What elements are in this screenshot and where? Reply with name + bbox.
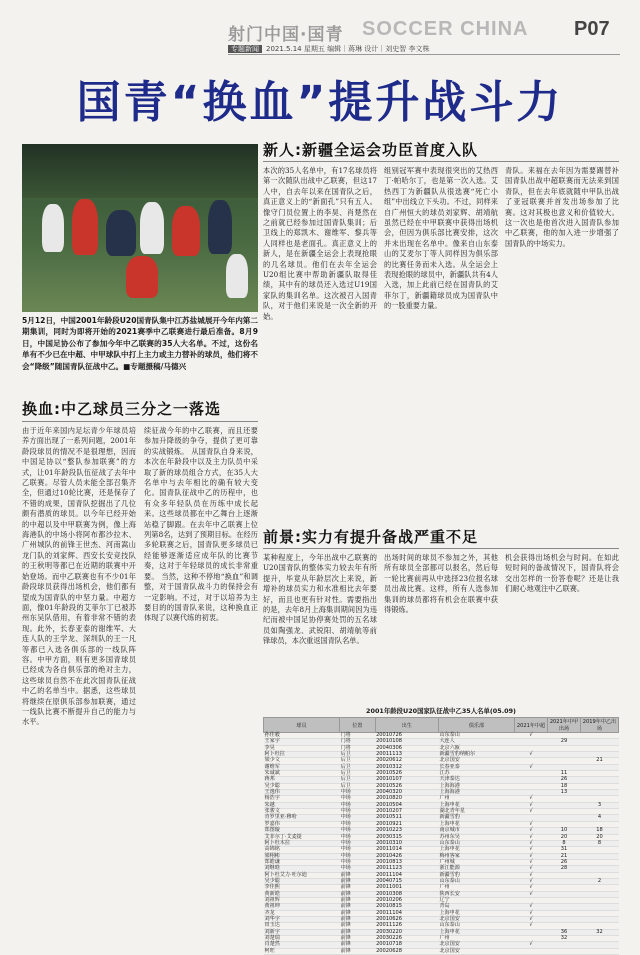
table-cell: 朱越: [264, 802, 340, 808]
table-cell: 20011104: [375, 872, 438, 878]
table-cell: 20010815: [375, 904, 438, 910]
table-cell: 20010308: [375, 891, 438, 897]
table-cell: 门将: [340, 745, 376, 751]
table-cell: 罗嘉伟: [264, 821, 340, 827]
table-cell: 20011113: [375, 752, 438, 758]
table-cell: 20011001: [375, 885, 438, 891]
table-cell: [547, 948, 580, 954]
table-cell: 中场: [340, 790, 376, 796]
table-cell: 20010312: [375, 764, 438, 770]
table-cell: 门将: [340, 739, 376, 745]
table-cell: 3: [580, 802, 618, 808]
table-cell: 31: [547, 847, 580, 853]
mid-right-column-3: 机会获得出场机会与时间。在如此短时间的备战情况下，国青队将会交出怎样的一份答卷呢？还是让我们耐心地观注中乙联赛。: [505, 553, 619, 594]
table-cell: 18: [547, 783, 580, 789]
page-number: P07: [574, 18, 610, 40]
table-cell: √: [515, 796, 548, 802]
table-cell: 长春亚泰: [438, 764, 514, 770]
table-cell: 后卫: [340, 758, 376, 764]
table-cell: 20010526: [375, 771, 438, 777]
table-cell: 北京国安: [438, 948, 514, 954]
table-cell: 20010426: [375, 853, 438, 859]
table-cell: 29: [547, 739, 580, 745]
table-cell: 21: [580, 758, 618, 764]
table-cell: √: [515, 802, 548, 808]
section-title-mid-right: 前景:实力有提升备战严重不足: [263, 528, 478, 546]
table-cell: √: [515, 904, 548, 910]
table-cell: 朱诚斌: [264, 771, 340, 777]
section-tag: 专题新闻: [228, 45, 262, 53]
brand-en: SOCCER CHINA: [362, 18, 529, 40]
table-cell: 20010511: [375, 815, 438, 821]
table-cell: 大连人: [438, 739, 514, 745]
table-cell: 前锋: [340, 923, 376, 929]
table-cell: 20020612: [375, 758, 438, 764]
table-cell: 孙佳毅: [264, 733, 340, 739]
table-cell: 20010207: [375, 809, 438, 815]
player-figure: [172, 206, 200, 256]
table-cell: 辽宁: [438, 897, 514, 903]
table-cell: 北京国安: [438, 916, 514, 922]
table-cell: 前锋: [340, 897, 376, 903]
table-cell: [515, 948, 548, 954]
table-cell: 刘祖辉: [264, 897, 340, 903]
table-cell: 20010223: [375, 828, 438, 834]
table-cell: √: [515, 872, 548, 878]
table-cell: 20030220: [375, 929, 438, 935]
table-cell: 36: [547, 929, 580, 935]
table-cell: 江苏: [438, 771, 514, 777]
table-header-cell: 2021年中甲出场: [547, 718, 580, 733]
table-cell: 高锦铭: [264, 847, 340, 853]
top-right-column-1: 本次的35人名单中，有17名球员将第一次随队出战中乙联赛，但这17人中，自去年以来在国青队之后，真正意义上的“新面孔”只有五人。像守门员位置上的李昊、肖楚然在之前就已经参加过国青队集训；后卫线上的郑凯木、谢维军、黎兵等人同样也是老面孔。真正意义上的新人，是在新疆全运会上表现抢眼的几名球员。他们在去年全运会U20组比赛中帮助新疆队取得佳绩，其中有的球员还入选过U19国家队的集训名单。这次被召入国青队，对于他们来说是一次全新的开始。: [263, 166, 377, 321]
page-meta: [228, 44, 430, 54]
table-cell: 黄新皓: [264, 891, 340, 897]
table-cell: 2: [580, 878, 618, 884]
table-cell: 上海海港: [438, 783, 514, 789]
table-cell: 20011014: [375, 847, 438, 853]
table-cell: 20020628: [375, 948, 438, 954]
table-cell: √: [515, 847, 548, 853]
table-cell: 13: [547, 790, 580, 796]
table-cell: √: [515, 910, 548, 916]
table-cell: 刘楚瑞: [264, 936, 340, 942]
table-cell: 上海申花: [438, 802, 514, 808]
table-cell: 田玉达: [264, 923, 340, 929]
table-cell: 32: [580, 929, 618, 935]
table-cell: 天津泰达: [438, 777, 514, 783]
table-cell: 18: [580, 828, 618, 834]
left-column-1: 由于近年来国内足坛青少年球员培养方面出现了一系列问题，2001年龄段球员的情况不是很理想，因而中国足协以“整队参加联赛”的方式，让01年龄段队伍征战了去年中乙联赛。尽管人员未能全部召集齐全，但通过10轮比赛，还是保存了不错的成果，国青队挖掘出了几位颇有潜质的球员。以今年已经开始的中超以及中甲联赛为例，像上海海港队的中场小将阿布都沙拉木、广州城队的前锋王世杰、河南嵩山龙门队的刘家辉、西安长安竞技队的王秋明等都已在近期的联赛中开始登场。而中乙联赛也有不少01年龄段球员获得出场机会，他们都有望成为国青队的中坚力量。中超方面，像01年龄段的艾菲尔丁已被苏州东吴队借用，有着非常不错的表现。此外，长春亚泰的谢维军、大连人队的王学龙、深圳队的王一凡等都已入选各俱乐部的一线队阵容。中甲方面，则有更多国青球员已经成为各自俱乐部的绝对主力，这些球员自然不在此次国青队征战中乙的名单当中。据悉，这些球员将继续在原俱乐部参加联赛，通过一线队比赛不断提升自己的能力与水平。: [22, 426, 136, 727]
table-cell: 新疆雪豹纳帕尔: [438, 752, 514, 758]
table-cell: 20030226: [375, 936, 438, 942]
table-cell: 20010813: [375, 859, 438, 865]
player-figure: [42, 204, 64, 252]
table-cell: 梁少文: [264, 758, 340, 764]
table-cell: 梅州客家: [438, 853, 514, 859]
table-cell: √: [515, 821, 548, 827]
section-title-top-right: 新人:新疆全运会功臣首度入队: [263, 141, 478, 159]
table-cell: 新疆雪豹: [438, 872, 514, 878]
table-cell: √: [515, 764, 548, 770]
table-cell: [580, 948, 618, 954]
table-cell: 阿卜杜拉: [264, 752, 340, 758]
table-cell: 中场: [340, 847, 376, 853]
top-right-column-2: 组别冠军赛中表现很突出的艾热西丁·帕哈尔丁，也是第一次入选。艾热西丁为新疆队从很选赛“死亡小组”中出线立下头功。不过，同样来自广州恒大的球员刘家辉、胡靖航虽然已经在中甲联赛中获得出场机会，但因为俱乐部比赛安排，这次并未出现在名单中。像来自山东泰山的艾麦尔丁等人同样因为俱乐部的比赛任务而未入选。从全运会上表现抢眼的球员中，新疆队共有4人入选，加上此前已经在国青队的艾菲尔丁，新疆籍球员成为国青队中的一股重要力量。: [384, 166, 498, 311]
left-column-2: 续征战今年的中乙联赛，而且还要参加升降级的争夺，提供了更可靠的实战锻炼。 从国青队自身来说，本次在年龄段中以及主力队员中采取了新的球员组合方式，在35人大名单中与去年相比的确有较大变化。国青队征战中乙的历程中，也有众多年轻队员在历练中成长起来。这些球员都在中乙舞台上逐渐站稳了脚跟。在去年中乙联赛上位列第8名，达到了预期目标。在经历多轮联赛之后，国青队更多球员已经能够逐渐适应成年队的比赛节奏，这对于年轻球员的成长非常重要。 当然，这种不停地“换血”和调整，对于国青队战斗力的保持会有一定影响。不过，对于以培养为主要目的的国青队来说，这种换血正体现了以赛代练的初衷。: [144, 426, 258, 623]
mid-right-column-2: 出场时间的球员不参加之外，其他所有球员全部都可以报名，然后每一轮比赛前再从中选择23位报名球员出战比赛。这样，所有人选参加集训的球员都将有机会在联赛中获得锻炼。: [384, 553, 498, 615]
table-cell: 前锋: [340, 936, 376, 942]
table-cell: 后卫: [340, 752, 376, 758]
player-figure: [226, 254, 248, 298]
table-cell: 26: [547, 777, 580, 783]
table-cell: 浙江能源: [438, 866, 514, 872]
table-cell: 20: [547, 834, 580, 840]
table-cell: 20010820: [375, 796, 438, 802]
table-header-cell: 出生: [375, 718, 438, 733]
table-cell: 谢维军: [264, 764, 340, 770]
section-divider: [263, 161, 619, 162]
table-cell: 20040306: [375, 745, 438, 751]
table-cell: 中场: [340, 828, 376, 834]
table-cell: 21: [547, 853, 580, 859]
table-cell: 山东泰山: [438, 733, 514, 739]
table-cell: 广州: [438, 796, 514, 802]
table-cell: 后卫: [340, 771, 376, 777]
table-cell: 山东泰山: [438, 878, 514, 884]
table-cell: 李佳熙: [264, 885, 340, 891]
table-cell: 上海海港: [438, 790, 514, 796]
table-cell: 20010504: [375, 802, 438, 808]
table-cell: 阿卜杜木拉: [264, 840, 340, 846]
table-cell: 10: [547, 828, 580, 834]
table-cell: 20010310: [375, 840, 438, 846]
player-figure: [208, 200, 232, 254]
table-cell: √: [515, 828, 548, 834]
table-cell: 阿卜杜艾力·吐尔迪: [264, 872, 340, 878]
table-cell: 后卫: [340, 777, 376, 783]
table-cell: 上海申花: [438, 929, 514, 935]
player-figure: [126, 256, 158, 298]
table-cell: 前锋: [340, 891, 376, 897]
table-cell: √: [515, 853, 548, 859]
table-cell: 中场: [340, 796, 376, 802]
table-cell: 南京城市: [438, 828, 514, 834]
table-cell: 陕西长安: [438, 891, 514, 897]
table-cell: 前锋: [340, 878, 376, 884]
table-cell: 中场: [340, 821, 376, 827]
table-cell: 前锋: [340, 885, 376, 891]
table-cell: 前锋: [340, 910, 376, 916]
table-cell: 新疆雪豹: [438, 815, 514, 821]
table-cell: 杨浩宇: [264, 796, 340, 802]
top-right-column-3: 青队。来福在去年因为需要踢替补国青队出战中超联赛而无法来到国青队，但在去年底就随中甲队出战了亚冠联赛并首发出场参加了比赛。这对其极也意义和价值较大。这一次也是他首次进入国青队参加中乙联赛，他的加入进一步增强了国青队的中场实力。: [505, 166, 619, 248]
table-cell: 中场: [340, 853, 376, 859]
table-cell: 4: [580, 815, 618, 821]
table-cell: 中场: [340, 859, 376, 865]
player-figure: [140, 202, 164, 254]
masthead: [0, 0, 640, 53]
table-cell: 湖北青年星: [438, 809, 514, 815]
page-headline: 国青“换血”提升战斗力: [76, 77, 564, 128]
mid-right-column-1: 某种程度上，今年出战中乙联赛的U20国青队的整体实力较去年有所提升，毕竟从年龄层次上来说，新增补的球员实力和水准相比去年要好，而且也更有针对性。需要指出的是，去年8月上海集训期间因为违纪而被中国足协停赛处罚的五名球员如陶强龙、武锐阳、胡靖航等前锋球员，本次重返国青队名单。: [263, 553, 377, 646]
table-cell: 梁栩彬: [264, 853, 340, 859]
table-cell: 北京国安: [438, 942, 514, 948]
table-cell: 8: [547, 840, 580, 846]
table-cell: 广州城: [438, 859, 514, 865]
table-cell: 齐龙: [264, 910, 340, 916]
photo-background: [22, 144, 258, 198]
table-cell: 李昊: [264, 745, 340, 751]
table-cell: 后卫: [340, 764, 376, 770]
table-cell: √: [515, 809, 548, 815]
table-cell: 吴少聪: [264, 783, 340, 789]
table-cell: 黄祖坤: [264, 904, 340, 910]
table-cell: 20011126: [375, 923, 438, 929]
roster-table-body: [264, 733, 619, 955]
table-cell: 青岛: [438, 904, 514, 910]
roster-table: [263, 717, 619, 955]
table-cell: 20040320: [375, 790, 438, 796]
table-cell: 20040715: [375, 878, 438, 884]
table-cell: 28: [547, 866, 580, 872]
table-cell: 王家宇: [264, 739, 340, 745]
table-cell: 26: [547, 859, 580, 865]
photo-caption: 5月12日，中国2001年龄段U20国青队集中江苏盐城展开今年内第二期集训，同时为即将开始的2021赛季中乙联赛进行最后准备。8月9日，中国足协公布了参加今年中乙联赛的35人大名单。不过，这份名单有不少已在中超、中甲球队中打上主力或主力替补的球员，他们将不会“降级”随国青队征战中乙。■专题摄稿/马德兴: [22, 316, 258, 371]
table-cell: 吴少聪: [264, 878, 340, 884]
table-header-cell: 球员: [264, 718, 340, 733]
section-title-left: 换血:中乙球员三分之一落选: [22, 400, 221, 418]
table-cell: 20010718: [375, 942, 438, 948]
table-header-cell: 2019年中乙出场: [580, 718, 618, 733]
brand-cn: 射门中国·国青: [228, 25, 344, 45]
roster-table-container: [263, 706, 619, 954]
table-cell: 柯旺: [264, 948, 340, 954]
issue-meta: 2021.5.14 星期五 编辑｜蒋琳 设计｜刘史智 李文株: [266, 45, 430, 53]
roster-table-title: 2001年龄段U20国家队征战中乙35人名单(05.09): [366, 707, 516, 715]
table-header-cell: 俱乐部: [438, 718, 514, 733]
header-rule: [228, 54, 620, 55]
section-divider: [263, 548, 619, 549]
table-cell: 20030315: [375, 834, 438, 840]
table-cell: 前锋: [340, 904, 376, 910]
table-header-cell: 2021年中超: [515, 718, 548, 733]
table-row: [264, 948, 619, 954]
table-cell: 前锋: [340, 916, 376, 922]
table-cell: 中场: [340, 866, 376, 872]
section-divider: [22, 421, 258, 422]
table-cell: 北京国安: [438, 758, 514, 764]
table-cell: 20010108: [375, 739, 438, 745]
table-cell: √: [515, 752, 548, 758]
table-cell: 11: [547, 771, 580, 777]
table-cell: 20010921: [375, 821, 438, 827]
table-cell: 上海申花: [438, 847, 514, 853]
table-cell: 广州: [438, 885, 514, 891]
table-cell: √: [515, 878, 548, 884]
table-cell: 20011104: [375, 910, 438, 916]
table-cell: 郑图璇: [264, 828, 340, 834]
table-cell: 山东泰山: [438, 923, 514, 929]
table-cell: 中场: [340, 802, 376, 808]
table-cell: 门将: [340, 733, 376, 739]
table-cell: 上海申花: [438, 821, 514, 827]
table-cell: 山东泰山: [438, 840, 514, 846]
table-cell: 20010526: [375, 783, 438, 789]
table-cell: 中场: [340, 815, 376, 821]
table-cell: 前锋: [340, 872, 376, 878]
player-figure: [72, 199, 98, 255]
table-cell: √: [515, 859, 548, 865]
table-cell: 20010206: [375, 897, 438, 903]
table-cell: 中场: [340, 834, 376, 840]
table-cell: √: [515, 923, 548, 929]
table-cell: √: [515, 866, 548, 872]
table-cell: √: [515, 942, 548, 948]
table-cell: 前锋: [340, 948, 376, 954]
table-cell: 中场: [340, 840, 376, 846]
table-cell: √: [515, 891, 548, 897]
table-cell: 王逸伟: [264, 790, 340, 796]
table-cell: √: [515, 834, 548, 840]
table-cell: 肖楚然: [264, 942, 340, 948]
table-cell: 张骏文: [264, 809, 340, 815]
table-cell: 8: [580, 840, 618, 846]
table-cell: 20011123: [375, 866, 438, 872]
table-cell: 上海申花: [438, 910, 514, 916]
table-cell: 后卫: [340, 783, 376, 789]
table-header-cell: 位置: [340, 718, 376, 733]
table-cell: 前锋: [340, 942, 376, 948]
table-cell: 32: [547, 936, 580, 942]
table-cell: 艾菲尔丁·艾麦提: [264, 834, 340, 840]
table-cell: 郑皓谦: [264, 859, 340, 865]
player-figure: [106, 210, 136, 256]
table-cell: 刘新宇: [264, 929, 340, 935]
table-cell: 肯罗里亚·穆哈: [264, 815, 340, 821]
table-cell: 苏州东吴: [438, 834, 514, 840]
table-cell: 刘华宇: [264, 916, 340, 922]
table-cell: √: [515, 885, 548, 891]
training-photo: [22, 144, 258, 312]
table-cell: 前锋: [340, 929, 376, 935]
table-header-row: [264, 718, 619, 733]
table-cell: √: [515, 733, 548, 739]
table-cell: 20: [580, 834, 618, 840]
table-cell: 广州: [438, 936, 514, 942]
table-cell: 20010726: [375, 733, 438, 739]
table-cell: 中场: [340, 809, 376, 815]
table-cell: 北京六瓯: [438, 745, 514, 751]
table-cell: 20010626: [375, 916, 438, 922]
table-cell: √: [515, 916, 548, 922]
table-cell: 蒋邦: [264, 777, 340, 783]
table-cell: 20010107: [375, 777, 438, 783]
table-cell: √: [515, 840, 548, 846]
table-cell: 刘继晗: [264, 866, 340, 872]
